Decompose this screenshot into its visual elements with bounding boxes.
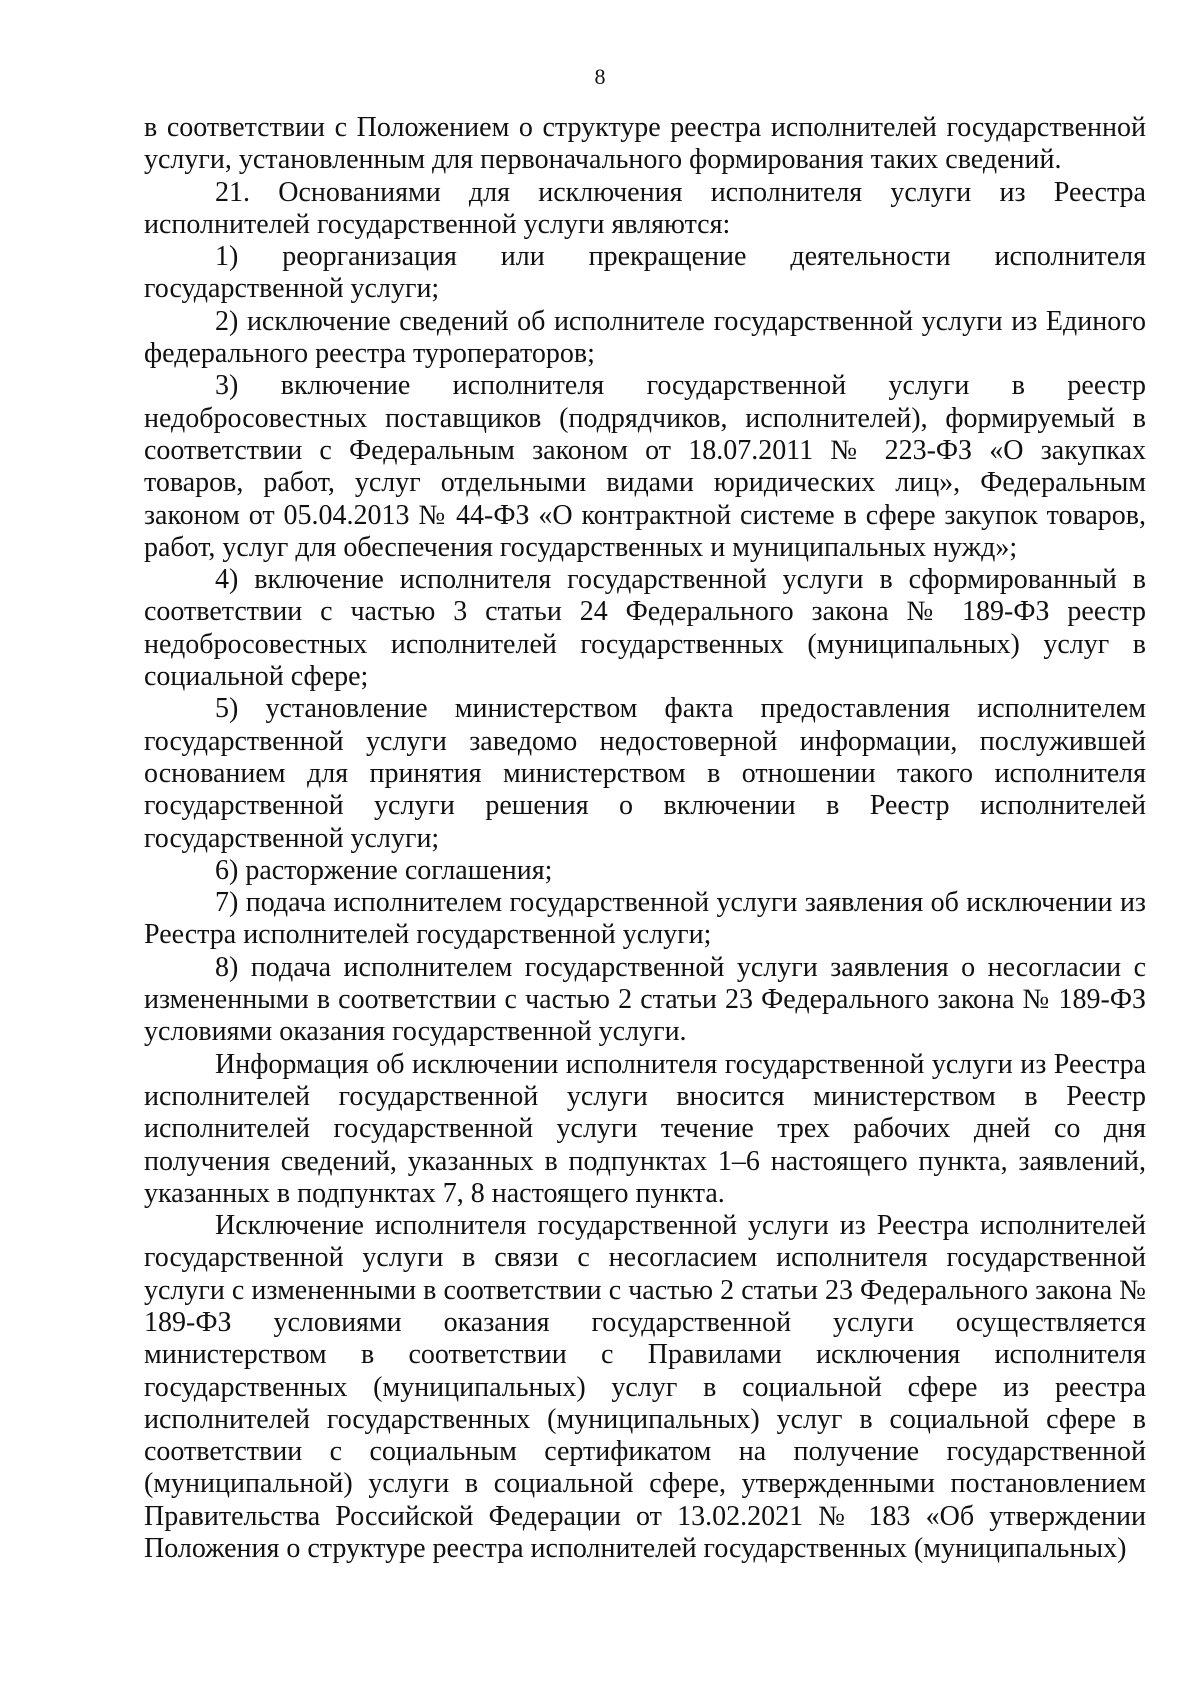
paragraph-exclusion-info: Информация об исключении исполнителя государственной услуги из Реестра исполнителей государственной услуги вносится министерством в Реестр исполнителей государственной услуги течение трех рабочих дней со дня получения сведений, указанных в подпунктах 1–6 настоящего пункта, заявлений, указанных в подпунктах 7, 8 настоящего пункта. bbox=[144, 1048, 1146, 1209]
list-item-4: 4) включение исполнителя государственной услуги в сформированный в соответствии с частью 3 статьи 24 Федерального закона № 189-ФЗ реестр недобросовестных исполнителей государственных (муниципальных) услуг в социальной сфере; bbox=[144, 564, 1146, 693]
list-item-1: 1) реорганизация или прекращение деятельности исполнителя государственной услуги; bbox=[144, 241, 1146, 305]
list-item-6: 6) расторжение соглашения; bbox=[215, 854, 553, 886]
list-item-3: 3) включение исполнителя государственной услуги в реестр недобросовестных поставщиков (подрядчиков, исполнителей), формируемый в соответствии с Федеральным законом от 18.07.2011 № 223-ФЗ «О закупках товаров, работ, услуг отдельными видами юридических лиц», Федеральным законом от 05.04.2013 № 44-ФЗ «О контрактной системе в сфере закупок товаров, работ, услуг для обеспечения государственных и муниципальных нужд»; bbox=[144, 370, 1146, 563]
paragraph-continuation: в соответствии с Положением о структуре реестра исполнителей государственной услуги, установленным для первоначального формирования таких сведений. bbox=[144, 112, 1146, 176]
list-item-7: 7) подача исполнителем государственной услуги заявления об исключении из Реестра исполнителей государственной услуги; bbox=[144, 887, 1146, 951]
list-item-2: 2) исключение сведений об исполнителе государственной услуги из Единого федерального реестра туроператоров; bbox=[144, 305, 1146, 370]
list-item-5: 5) установление министерством факта предоставления исполнителем государственной услуги заведомо недостоверной информации, послужившей основанием для принятия министерством в отношении такого исполнителя государственной услуги решения о включении в Реестр исполнителей государственной услуги; bbox=[144, 693, 1146, 854]
paragraph-item-21: 21. Основаниями для исключения исполнителя услуги из Реестра исполнителей государственной услуги являются: bbox=[144, 176, 1146, 240]
document-body bbox=[144, 112, 1146, 1565]
list-item-8: 8) подача исполнителем государственной услуги заявления о несогласии с измененными в соответствии с частью 2 статьи 23 Федерального закона № 189-ФЗ условиями оказания государственной услуги. bbox=[144, 951, 1146, 1048]
page-number: 8 bbox=[594, 64, 606, 89]
paragraph-exclusion-disagreement: Исключение исполнителя государственной услуги из Реестра исполнителей государственной услуги в связи с несогласием исполнителя государственной услуги с измененными в соответствии с частью 2 статьи 23 Федерального закона № 189-ФЗ условиями оказания государственной услуги осуществляется министерством в соответствии с Правилами исключения исполнителя государственных (муниципальных) услуг в социальной сфере из реестра исполнителей государственных (муниципальных) услуг в социальной сфере в соответствии с социальным сертификатом на получение государственной (муниципальной) услуги в социальной сфере, утвержденными постановлением Правительства Российской Федерации от 13.02.2021 № 183 «Об утверждении Положения о структуре реестра исполнителей государственных (муниципальных) bbox=[144, 1210, 1146, 1565]
